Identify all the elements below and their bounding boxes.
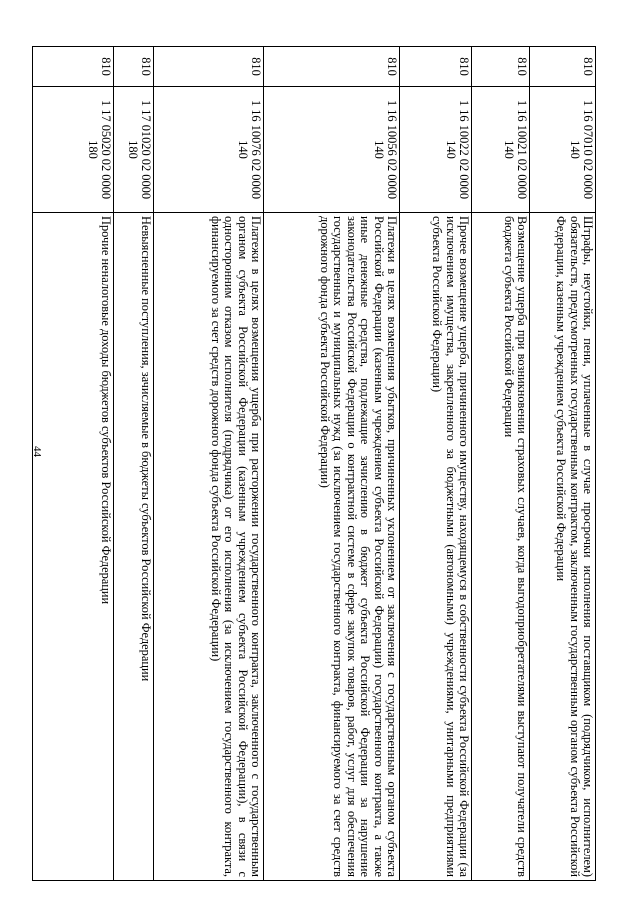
admin-code-cell: 810	[400, 47, 472, 87]
description-cell: Платежи в целях возмещения убытков, причиненных уклонением от заключения с государственным органом субъекта Российской Федерации (казенным учреждением субъекта Российской Федерации) государственного контракта, а также иные денежные средства, подлежащие зачислению в бюджет субъекта Российской Федерации за нарушение законодательства Российской Федерации о контрактной системе в сфере закупок товаров, работ, услуг для обеспечения государственных и муниципальных нужд (за исключением государственного контракта, финансируемого за счет средств дорожного фонда субъекта Российской Федерации)	[264, 213, 400, 881]
admin-code-cell: 810	[530, 47, 596, 87]
table-row	[264, 47, 400, 881]
kbk-code-cell: 1 17 05020 02 0000 180	[33, 87, 114, 213]
table-row	[530, 47, 596, 881]
admin-code-cell: 810	[33, 47, 114, 87]
kbk-code-cell: 1 16 07010 02 0000 140	[530, 87, 596, 213]
admin-code-cell: 810	[264, 47, 400, 87]
table-row	[114, 47, 154, 881]
kbk-code-cell: 1 17 01020 02 0000 180	[114, 87, 154, 213]
rotated-page	[32, 46, 596, 881]
description-cell: Платежи в целях возмещения ущерба при расторжении государственного контракта, заключенного с государственным органом субъекта Российской Федерации (казенным учреждением субъекта Российской Федерации), в связи с односторонним отказом исполнителя (подрядчика) от его исполнения (за исключением государственного контракта, финансируемого за счет средств дорожного фонда субъекта Российской Федерации)	[154, 213, 264, 881]
table-row	[33, 47, 114, 881]
kbk-code-cell: 1 16 10056 02 0000 140	[264, 87, 400, 213]
revenue-codes-table	[32, 46, 596, 881]
admin-code-cell: 810	[472, 47, 530, 87]
kbk-code-cell: 1 16 10022 02 0000 140	[400, 87, 472, 213]
kbk-code-cell: 1 16 10021 02 0000 140	[472, 87, 530, 213]
kbk-code-cell: 1 16 10076 02 0000 140	[154, 87, 264, 213]
description-cell: Прочие неналоговые доходы бюджетов субъектов Российской Федерации	[33, 213, 114, 881]
admin-code-cell: 810	[154, 47, 264, 87]
description-cell: Прочее возмещение ущерба, причиненного имуществу, находящемуся в собственности субъекта Российской Федерации (за исключением имущества, закрепленного за бюджетными (автономными) учреждениями, унитарными предприятиями субъекта Российской Федерации)	[400, 213, 472, 881]
description-cell: Невыясненные поступления, зачисляемые в бюджеты субъектов Российской Федерации	[114, 213, 154, 881]
table-row	[400, 47, 472, 881]
table-row	[154, 47, 264, 881]
description-cell: Штрафы, неустойки, пени, уплаченные в случае просрочки исполнения поставщиком (подрядчиком, исполнителем) обязательств, предусмотренных государственным контрактом, заключенным государственным органом субъекта Российской Федерации, казенным учреждением субъекта Российской Федерации	[530, 213, 596, 881]
table-row	[472, 47, 530, 881]
admin-code-cell: 810	[114, 47, 154, 87]
description-cell: Возмещение ущерба при возникновении страховых случаев, когда выгодоприобретателями выступают получатели средств бюджета субъекта Российской Федерации	[472, 213, 530, 881]
page-number: 44	[31, 446, 43, 457]
